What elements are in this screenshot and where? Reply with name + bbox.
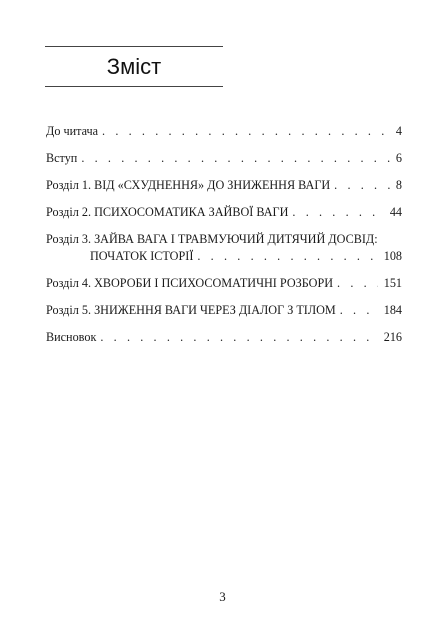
dot-leader [334,177,390,194]
toc-entry-page: 184 [383,303,402,317]
dot-leader [100,329,377,346]
toc-entry-chapter-3[interactable] [46,231,402,265]
toc-entry-continuation [46,248,402,265]
toc-entry-page: 151 [383,276,402,290]
toc-entry-conclusion[interactable] [46,329,402,346]
toc-entry-page: 8 [395,178,402,192]
toc-entry-label: Розділ 1. ВІД «СХУДНЕННЯ» ДО ЗНИЖЕННЯ ВАГИ [46,178,331,192]
dot-leader [102,123,390,140]
toc-entry-page: 4 [395,124,402,138]
page-title: Зміст [106,53,162,79]
toc-entry-page: 6 [395,151,402,165]
dot-leader [292,204,383,221]
dot-leader [197,248,377,265]
toc-entry-label: До читача [46,124,99,138]
dot-leader [340,302,378,319]
toc-heading-box [45,46,223,87]
toc-entry-chapter-5[interactable] [46,302,402,319]
toc-entry-label: Розділ 4. ХВОРОБИ І ПСИХОСОМАТИЧНІ РОЗБОРИ [46,276,334,290]
toc-entry-to-reader[interactable] [46,123,402,140]
toc-entry-chapter-2[interactable] [46,204,402,221]
toc-entry-page: 44 [389,205,402,219]
toc-entry-label: Висновок [46,330,97,344]
toc-entry-label: Розділ 2. ПСИХОСОМАТИКА ЗАЙВОЇ ВАГИ [46,205,289,219]
dot-leader [81,150,390,167]
page-number: 3 [219,589,226,604]
toc-entry-label-continued: ПОЧАТОК ІСТОРІЇ [90,249,194,263]
toc-entry-chapter-1[interactable] [46,177,402,194]
toc-entry-label: Розділ 5. ЗНИЖЕННЯ ВАГИ ЧЕРЕЗ ДІАЛОГ З ТІЛОМ [46,303,336,317]
toc-entry-chapter-4[interactable] [46,275,402,292]
toc-entry-label: Вступ [46,151,78,165]
toc-entry-label: Розділ 3. ЗАЙВА ВАГА І ТРАВМУЮЧИЙ ДИТЯЧИЙ ДОСВІД: [46,232,378,246]
dot-leader [337,275,378,292]
table-of-contents [46,123,402,356]
toc-entry-introduction[interactable] [46,150,402,167]
toc-entry-page: 216 [383,330,402,344]
toc-entry-page: 108 [383,249,402,263]
